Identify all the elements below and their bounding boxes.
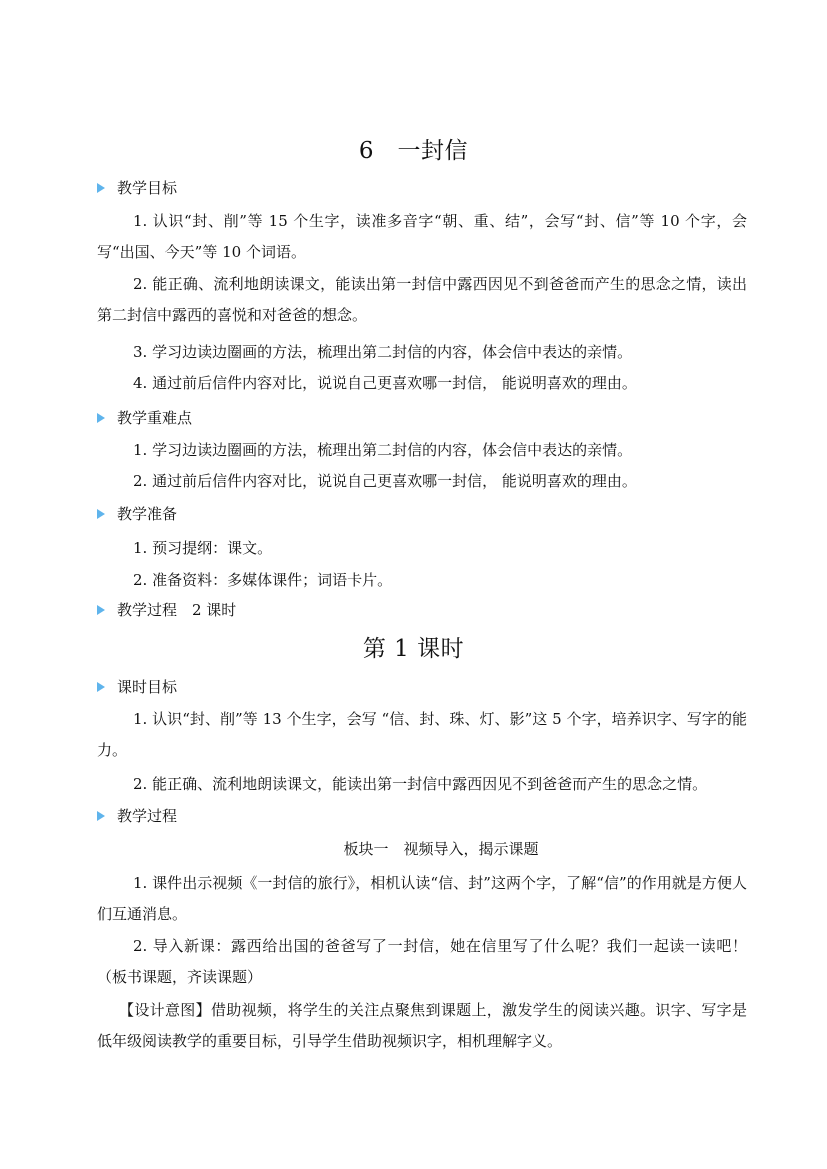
prep-item: 1. 预习提纲：课文。 [133,539,273,557]
lesson-goal-item: 2. 能正确、流利地朗读课文，能读出第一封信中露西因见不到爸爸而产生的思念之情。 [133,775,708,793]
process-item: 1. 课件出示视频《一封信的旅行》，相机认读“信、封”这两个字，了解“信”的作用就是方便人们互通消息。 [97,874,747,923]
section-teaching-prep [97,503,177,525]
triangle-bullet-icon [97,183,105,193]
key-point-item: 2. 通过前后信件内容对比，说说自己更喜欢哪一封信， 能说明喜欢的理由。 [133,472,637,490]
block-title: 板块一 视频导入，揭示课题 [343,840,539,858]
section-heading: 教学重难点 [117,409,193,427]
lesson-title: 第 1 课时 [362,636,465,662]
design-intent: 【设计意图】借助视频，将学生的关注点聚焦到课题上，激发学生的阅读兴趣。识字、写字是低年级阅读教学的重要目标，引导学生借助视频识字，相机理解字义。 [97,1001,747,1050]
section-heading: 教学目标 [117,179,178,197]
section-heading: 课时目标 [117,678,178,696]
prep-item: 2. 准备资料：多媒体课件；词语卡片。 [133,571,393,589]
section-teaching-goals [97,177,177,199]
section-heading: 教学过程 [117,807,178,825]
section-teaching-process [97,599,236,621]
triangle-bullet-icon [97,811,105,821]
goal-item: 2. 能正确、流利地朗读课文，能读出第一封信中露西因见不到爸爸而产生的思念之情，读出第二封信中露西的喜悦和对爸爸的想念。 [97,275,747,324]
section-lesson-goals [97,676,177,698]
section-key-points [97,407,192,429]
key-point-item: 1. 学习边读边圈画的方法，梳理出第二封信的内容，体会信中表达的亲情。 [133,441,633,459]
document-title: 6 一封信 [358,138,469,164]
section-lesson-process [97,805,177,827]
triangle-bullet-icon [97,413,105,423]
goal-item: 3. 学习边读边圈画的方法，梳理出第二封信的内容，体会信中表达的亲情。 [133,343,633,361]
triangle-bullet-icon [97,682,105,692]
lesson-goal-item: 1. 认识“封、削”等 13 个生字，会写 “信、封、珠、灯、影”这 5 个字，培养识字、写字的能力。 [97,710,747,759]
goal-item: 4. 通过前后信件内容对比，说说自己更喜欢哪一封信， 能说明喜欢的理由。 [133,374,637,392]
process-item: 2. 导入新课：露西给出国的爸爸写了一封信，她在信里写了什么呢？我们一起读一读吧！（板书课题，齐读课题） [97,937,747,986]
section-heading: 教学准备 [117,505,178,523]
triangle-bullet-icon [97,509,105,519]
section-heading: 教学过程 2 课时 [117,601,237,619]
triangle-bullet-icon [97,605,105,615]
goal-item: 1. 认识“封、削”等 15 个生字，读准多音字“朝、重、结”，会写“封、信”等 10 个字，会写“出国、今天”等 10 个词语。 [97,212,747,261]
